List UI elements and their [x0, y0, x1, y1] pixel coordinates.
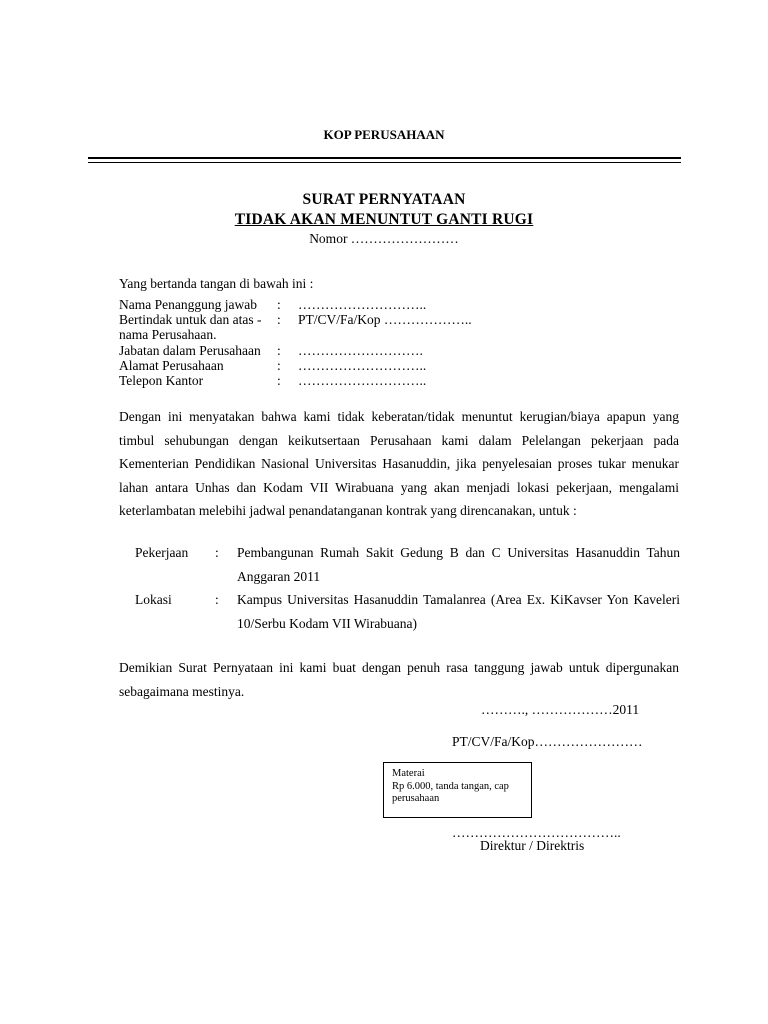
place-date-line: ………., ………………2011 [481, 702, 640, 717]
detail-colon: : [215, 545, 219, 560]
intro-text: Yang bertanda tangan di bawah ini : [119, 276, 314, 291]
detail-row-location [135, 588, 680, 635]
identity-value: ……………………….. [298, 357, 427, 373]
identity-label-continued: nama Perusahaan. [119, 327, 217, 343]
detail-value: Pembangunan Rumah Sakit Gedung B dan C Universitas Hasanuddin Tahun Anggaran 2011 [237, 545, 680, 584]
identity-colon: : [277, 312, 281, 328]
detail-label: Pekerjaan [135, 545, 189, 560]
identity-value: ……………………….. [298, 297, 427, 312]
detail-value: Kampus Universitas Hasanuddin Tamalanrea (Area Ex. KiKavser Yon Kaveleri 10/Serbu Kodam VII Wirabuana) [237, 592, 680, 631]
identity-colon: : [277, 373, 281, 389]
identity-row-phone [119, 373, 598, 388]
detail-colon: : [215, 592, 219, 607]
document-title: SURAT PERNYATAAN [302, 191, 466, 208]
identity-label: Telepon Kantor [119, 373, 204, 389]
stamp-line: perusahaan [392, 793, 440, 804]
identity-label: Jabatan dalam Perusahaan [119, 342, 261, 358]
stamp-box [383, 762, 532, 818]
letterhead-placeholder: KOP PERUSAHAAN [323, 127, 445, 142]
stamp-line: Rp 6.000, tanda tangan, cap [392, 780, 509, 792]
identity-value: ……………………….. [298, 373, 427, 389]
identity-row-position [119, 343, 598, 358]
identity-row-name [119, 297, 598, 312]
identity-colon: : [277, 297, 281, 312]
closing-paragraph: Demikian Surat Pernyataan ini kami buat dengan penuh rasa tanggung jawab untuk dipergunakan sebagaimana mestinya. [119, 660, 679, 699]
detail-label: Lokasi [135, 592, 172, 607]
company-signature-line: PT/CV/Fa/Kop…………………… [452, 734, 643, 749]
identity-label: Bertindak untuk dan atas - [119, 312, 262, 328]
letterhead-rule-thick [88, 157, 681, 159]
letterhead-rule-thin [88, 162, 681, 163]
identity-value: ………………………. [298, 342, 423, 358]
document-number: Nomor …………………… [309, 231, 459, 246]
identity-block [119, 297, 598, 388]
stamp-line: Materai [392, 768, 425, 779]
document-subtitle: TIDAK AKAN MENUNTUT GANTI RUGI [234, 211, 534, 228]
detail-row-work [135, 541, 680, 588]
identity-row-address [119, 358, 598, 373]
identity-colon: : [277, 357, 281, 373]
statement-paragraph: Dengan ini menyatakan bahwa kami tidak keberatan/tidak menuntut kerugian/biaya apapun yang timbul sehubungan dengan keikutsertaan Perusahaan kami dalam Pelelangan pekerjaan pada Kementerian Pendidikan Nasional Universitas Hasanuddin, jika penyelesaian proses tukar menukar lahan antara Unhas dan Kodam VII Wirabuana yang akan menjadi lokasi pekerjaan, mengalami keterlambatan melebihi jadwal penandatanganan kontrak yang direncanakan, untuk : [119, 409, 679, 519]
signatory-name-line: ……………………………….. [452, 825, 621, 840]
identity-row-company-cont [119, 327, 598, 342]
signatory-role: Direktur / Direktris [480, 838, 585, 853]
identity-label: Nama Penanggung jawab [119, 297, 257, 312]
identity-row-company [119, 312, 598, 327]
identity-value: PT/CV/Fa/Kop ……………….. [298, 312, 472, 328]
identity-label: Alamat Perusahaan [119, 357, 224, 373]
identity-colon: : [277, 342, 281, 358]
